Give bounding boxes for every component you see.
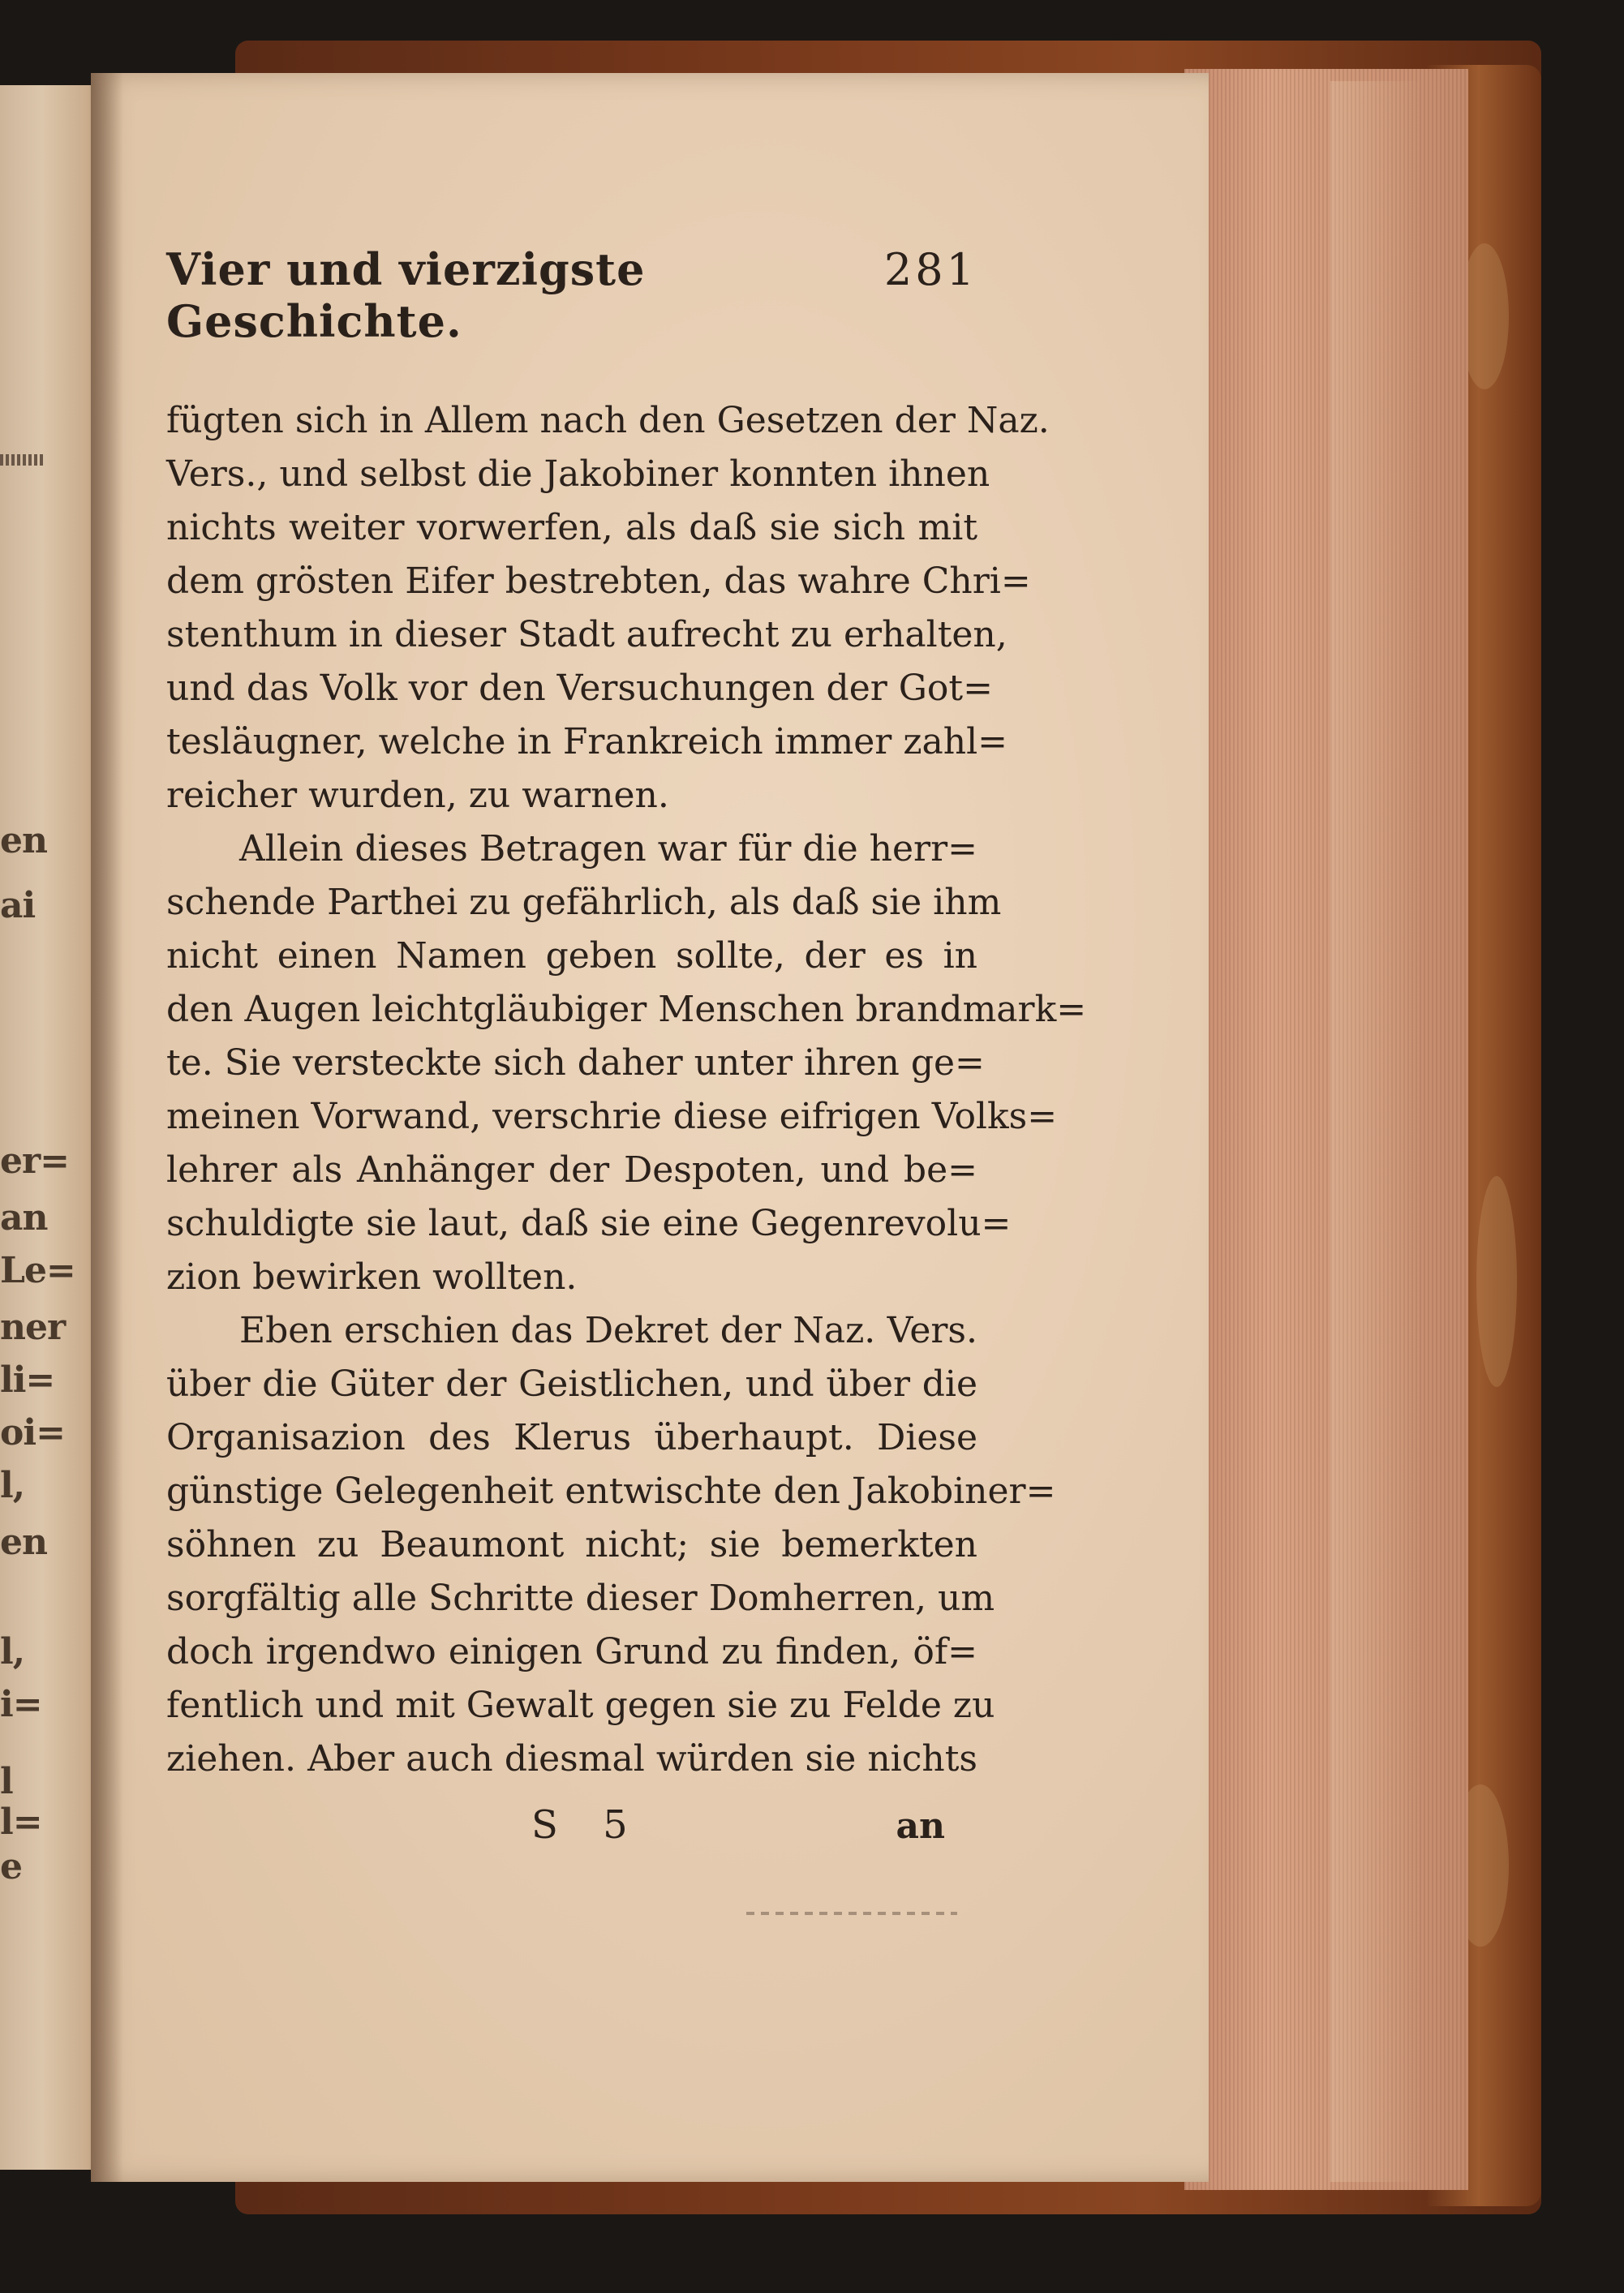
left-page-fragment: li= xyxy=(0,1359,55,1401)
text-line: te. Sie versteckte sich daher unter ihren ge= xyxy=(166,1042,985,1084)
text-line: den Augen leichtgläubiger Menschen brandmark= xyxy=(166,989,1087,1030)
left-page-fragment: en xyxy=(0,1522,47,1563)
text-line: reicher wurden, zu warnen. xyxy=(166,775,669,816)
left-page-fragment: e xyxy=(0,1846,22,1887)
left-page-fragment: ai xyxy=(0,885,36,926)
page-block-fore-edge xyxy=(1184,69,1468,2190)
text-line: söhnen zu Beaumont nicht; sie bemerkten xyxy=(166,1524,977,1565)
text-line: und das Volk vor den Versuchungen der Got= xyxy=(166,668,993,709)
text-line: doch irgendwo einigen Grund zu finden, öf= xyxy=(166,1631,977,1673)
text-line: tesläugner, welche in Frankreich immer zahl= xyxy=(166,721,1008,762)
left-page-fragment: en xyxy=(0,820,47,861)
text-line: Vers., und selbst die Jakobiner konnten ihnen xyxy=(166,453,990,495)
signature-mark: S 5 xyxy=(531,1802,644,1848)
text-line: über die Güter der Geistlichen, und über die xyxy=(166,1363,977,1405)
faint-pencil-mark xyxy=(746,1912,957,1915)
page-number: 281 xyxy=(883,244,977,295)
text-line: ziehen. Aber auch diesmal würden sie nichts xyxy=(166,1738,977,1780)
text-line: fentlich und mit Gewalt gegen sie zu Felde zu xyxy=(166,1685,995,1726)
cover-wear-mark xyxy=(1476,1176,1517,1387)
text-line: zion bewirken wollten. xyxy=(166,1256,578,1298)
left-page-fragment: ner xyxy=(0,1307,66,1348)
text-line: lehrer als Anhänger der Despoten, und be= xyxy=(166,1149,977,1191)
text-line: fügten sich in Allem nach den Gesetzen der Naz. xyxy=(166,400,1050,441)
running-header xyxy=(166,243,977,347)
left-page-fragment: l= xyxy=(0,1801,42,1843)
text-line: nichts weiter vorwerfen, als daß sie sich mit xyxy=(166,507,977,548)
left-page-fragment: l, xyxy=(0,1631,25,1673)
left-page-rule xyxy=(0,454,45,466)
text-line: schuldigte sie laut, daß sie eine Gegenrevolu= xyxy=(166,1203,1012,1244)
text-line: nicht einen Namen geben sollte, der es in xyxy=(166,935,977,977)
paragraph-first-line: Allein dieses Betragen war für die herr= xyxy=(239,828,977,870)
text-line: Organisazion des Klerus überhaupt. Diese xyxy=(166,1417,977,1458)
left-page-fragment: l, xyxy=(0,1465,25,1506)
page-block-highlight xyxy=(1330,81,1420,2182)
left-page-fragment: oi= xyxy=(0,1412,65,1454)
text-line: meinen Vorwand, verschrie diese eifrigen Volks= xyxy=(166,1096,1058,1137)
text-line: stenthum in dieser Stadt aufrecht zu erhalten, xyxy=(166,614,1007,655)
page-footer xyxy=(166,1802,977,1848)
catchword: an xyxy=(896,1806,945,1847)
page-text-column xyxy=(166,243,1087,1848)
chapter-title: Vier und vierzigste Geschichte. xyxy=(166,243,646,347)
text-line: schende Parthei zu gefährlich, als daß sie ihm xyxy=(166,882,1002,923)
text-line: sorgfältig alle Schritte dieser Domherren, um xyxy=(166,1578,995,1619)
left-page-fragment: er= xyxy=(0,1140,70,1182)
left-page-fragment: i= xyxy=(0,1684,42,1725)
text-line: dem grösten Eifer bestrebten, das wahre Chri= xyxy=(166,560,1031,602)
left-page-fragment: an xyxy=(0,1197,48,1239)
page-gutter-shadow xyxy=(91,73,123,2182)
previous-page-sliver xyxy=(0,85,104,2170)
left-page-fragment: l xyxy=(0,1761,13,1802)
text-line: günstige Gelegenheit entwischte den Jakobiner= xyxy=(166,1471,1056,1512)
paragraph-first-line: Eben erschien das Dekret der Naz. Vers. xyxy=(239,1310,977,1351)
left-page-fragment: Le= xyxy=(0,1250,75,1291)
